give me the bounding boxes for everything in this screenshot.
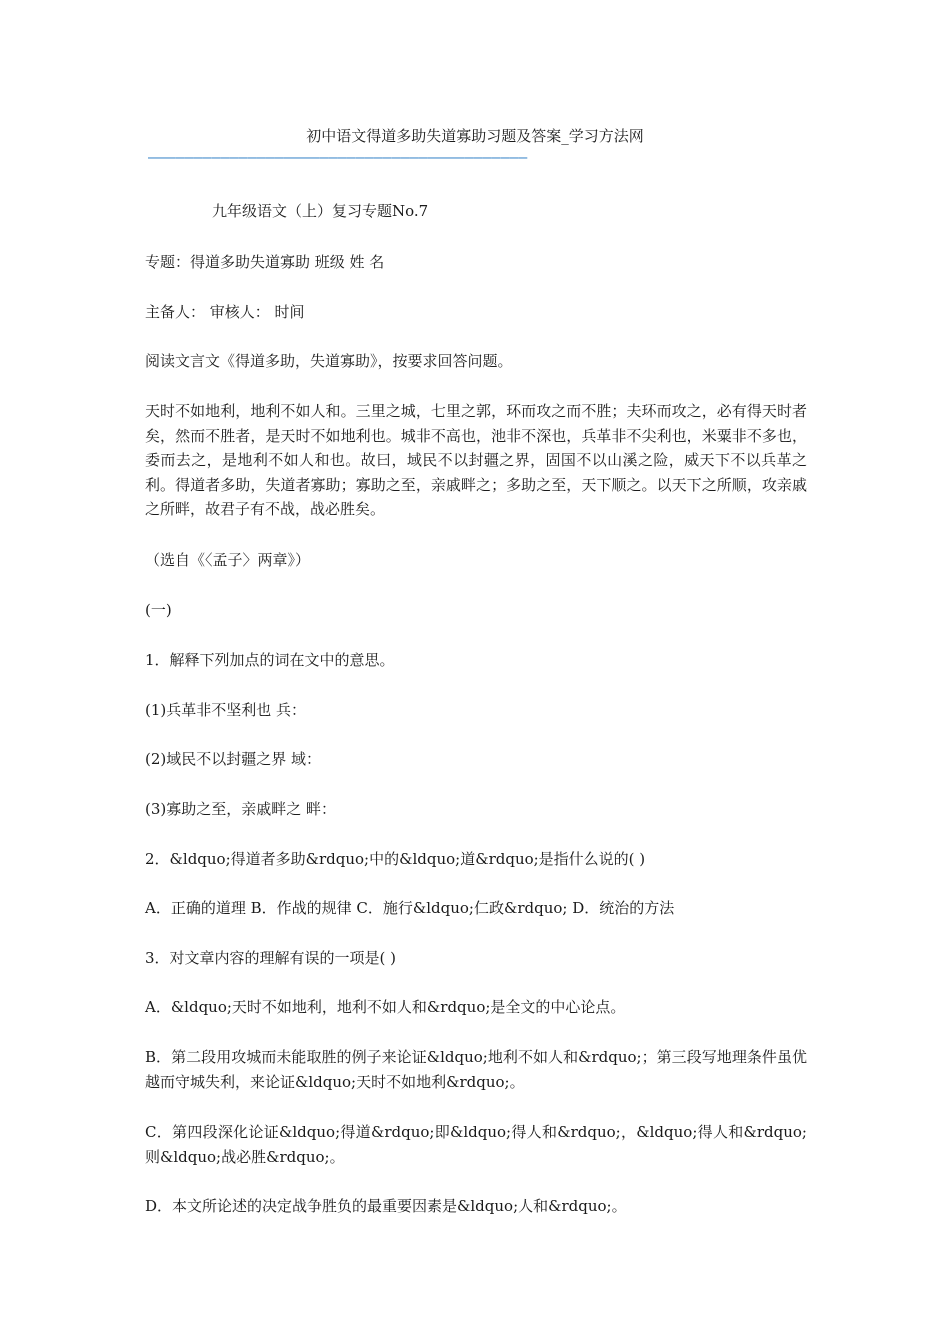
section-marker: (一): [145, 601, 172, 619]
question-3-option-d: D．本文所论述的决定战争胜负的最重要因素是&ldquo;人和&rdquo;。: [145, 1197, 627, 1215]
question-1-item-3: (3)寡助之至，亲戚畔之 畔：: [145, 800, 337, 818]
question-1-item-1: (1)兵革非不坚利也 兵：: [145, 701, 307, 719]
section-heading: 九年级语文（上）复习专题No.7: [212, 202, 429, 220]
question-1-item-2: (2)域民不以封疆之界 域：: [145, 750, 322, 768]
classical-passage: 天时不如地利，地利不如人和。三里之城，七里之郭，环而攻之而不胜；夫环而攻之，必有得天时者矣，然而不胜者，是天时不如地利也。城非不高也，池非不深也，兵革非不尖利也，米粟非不多也，委而去之，是地利不如人和也。故曰，域民不以封疆之界，固国不以山溪之险，威天下不以兵革之利。得道者多助，失道者寡助；寡助之至，亲戚畔之；多助之至，天下顺之。以天下之所顺，攻亲戚之所畔，故君子有不战，战必胜矣。: [145, 402, 807, 518]
title-divider: ——————————————————————————————————————————: [148, 148, 528, 166]
question-3-option-a: A．&ldquo;天时不如地利，地利不如人和&rdquo;是全文的中心论点。: [145, 998, 626, 1016]
question-2-options: A．正确的道理 B．作战的规律 C．施行&ldquo;仁政&rdquo; D．统治的方法: [145, 899, 675, 917]
question-2: 2．&ldquo;得道者多助&rdquo;中的&ldquo;道&rdquo;是指什么说的( ): [145, 850, 646, 868]
document-title: 初中语文得道多助失道寡助习题及答案_学习方法网: [306, 127, 644, 145]
passage-source: （选自《〈孟子〉两章》）: [145, 551, 311, 569]
staff-line: 主备人： 审核人： 时间: [145, 303, 305, 321]
question-1: 1．解释下列加点的词在文中的意思。: [145, 651, 395, 669]
question-3-option-b: B．第二段用攻城而未能取胜的例子来论证&ldquo;地利不如人和&rdquo;；第三段写地理条件虽优越而守城失利，来论证&ldquo;天时不如地利&rdquo;。: [145, 1048, 807, 1091]
question-3: 3．对文章内容的理解有误的一项是( ): [145, 949, 397, 967]
question-3-option-c: C．第四段深化论证&ldquo;得道&rdquo;即&ldquo;得人和&rdquo;，&ldquo;得人和&rdquo;则&ldquo;战必胜&rdquo;。: [145, 1123, 807, 1166]
topic-line: 专题：得道多助失道寡助 班级 姓 名: [145, 253, 385, 271]
reading-instruction: 阅读文言文《得道多助，失道寡助》，按要求回答问题。: [145, 352, 513, 370]
